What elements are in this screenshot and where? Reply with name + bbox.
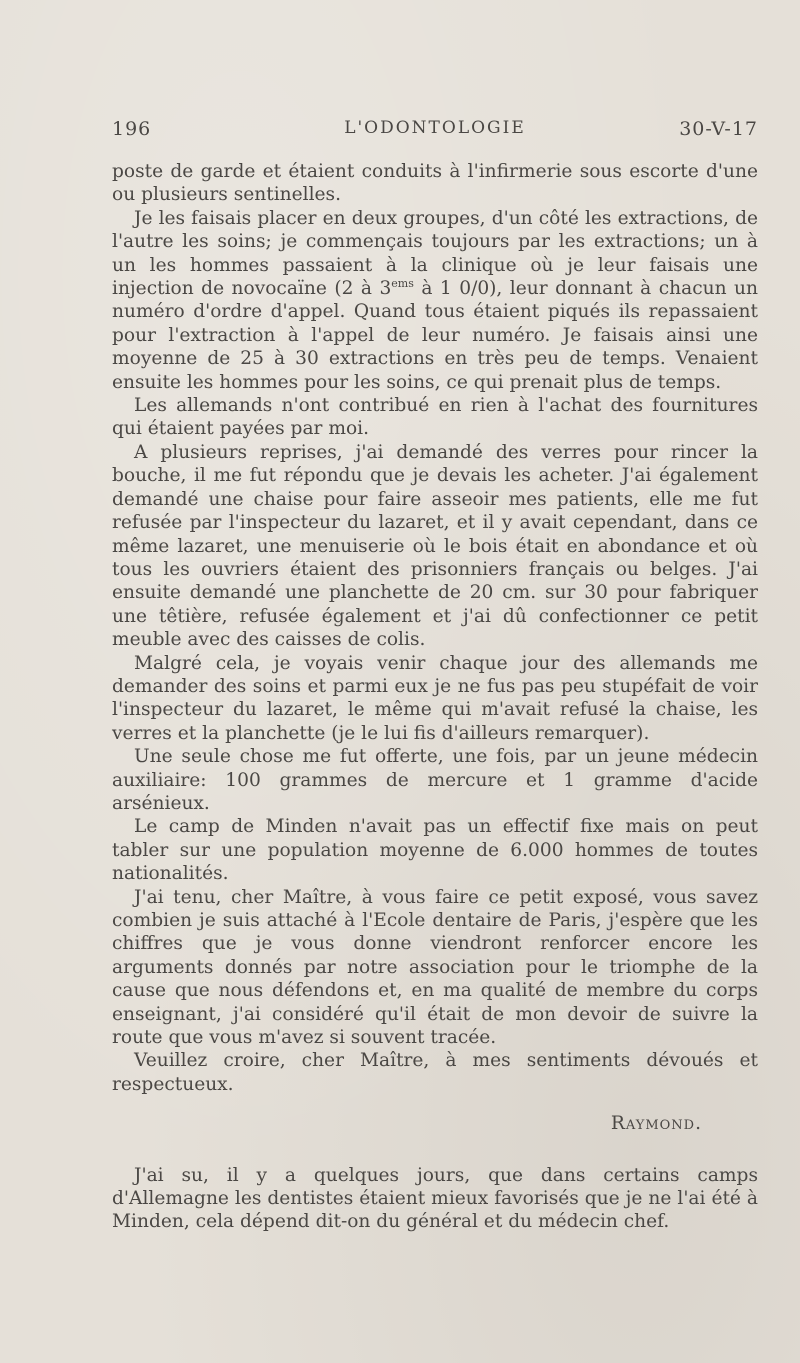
- page-number: 196: [112, 118, 152, 140]
- paragraph-requests: A plusieurs reprises, j'ai demandé des verres pour rincer la bouche, il me fut répondu que je devais les acheter. J'ai également demandé une chaise pour faire asseoir mes patients, elle me fut refusée par l'inspecteur du lazaret, et il y avait cependant, dans ce même lazaret, une menuiserie où le bois était en abondance et où tous les ouvriers étaient des prisonniers français ou belges. J'ai ensuite demandé une planchette de 20 cm. sur 30 pour fabriquer une têtière, refusée également et j'ai dû confectionner ce petit meuble avec des caisses de colis.: [112, 441, 758, 651]
- issue-date: 30-V-17: [679, 118, 758, 140]
- paragraph-despite: Malgré cela, je voyais venir chaque jour des allemands me demander des soins et parmi eux je ne fus pas peu stupéfait de voir l'inspecteur du lazaret, le même qui m'avait refusé la chaise, les verres et la planchette (je le lui fis d'ailleurs remarquer).: [112, 652, 758, 744]
- paragraph-supplies: Les allemands n'ont contribué en rien à l'achat des fournitures qui étaient payées par moi.: [112, 395, 758, 440]
- postscript: J'ai su, il y a quelques jours, que dans certains camps d'Allemagne les dentistes étaient mieux favorisés que je ne l'ai été à Minden, cela dépend dit-on du général et du médecin chef.: [112, 1164, 758, 1233]
- paragraph-closing: Veuillez croire, cher Maître, à mes sentiments dévoués et respectueux.: [112, 1050, 758, 1095]
- paragraph-continuation: poste de garde et étaient conduits à l'infirmerie sous escorte d'une ou plusieurs sentinelles.: [112, 161, 758, 206]
- paragraph-offer: Une seule chose me fut offerte, une fois, par un jeune médecin auxiliaire: 100 grammes de mercure et 1 gramme d'acide arsénieux.: [112, 746, 758, 814]
- paragraph-expose: J'ai tenu, cher Maître, à vous faire ce petit exposé, vous savez combien je suis attaché à l'Ecole dentaire de Paris, j'espère que les chiffres que je vous donne viendront renforcer encore les arguments donnés par notre association pour le triomphe de la cause que nous défendons et, en ma qualité de membre du corps enseignant, j'ai considéré qu'il était de mon devoir de suivre la route que vous m'avez si souvent tracée.: [112, 886, 758, 1049]
- paragraph-extractions-rest: à 1 0/0), leur donnant à chacun un numéro d'ordre d'appel. Quand tous étaient piqués ils repassaient pour l'extraction à l'appel de leur numéro. Je faisais ainsi une moyenne de 25 à 30 extractions en très peu de temps. Venaient ensuite les hommes pour les soins, ce qui prenait plus de temps.: [112, 278, 758, 393]
- superscript-ems: ems: [391, 276, 414, 290]
- paragraph-camp: Le camp de Minden n'avait pas un effectif fixe mais on peut tabler sur une population moyenne de 6.000 hommes de toutes nationalités.: [112, 816, 758, 885]
- letter-body: [112, 160, 758, 1234]
- running-header: [112, 118, 758, 148]
- journal-title: L'ODONTOLOGIE: [344, 118, 526, 138]
- signature: Raymond.: [610, 1113, 702, 1135]
- paragraph-extractions-text: Je les faisais placer en deux groupes, d'un côté les extractions, de l'autre les soins; je commençais toujours par les extractions; un à un les hommes passaient à la clinique où je leur faisais une injection de novocaïne (2 à 3: [112, 207, 758, 300]
- paragraph-extractions: [112, 207, 758, 394]
